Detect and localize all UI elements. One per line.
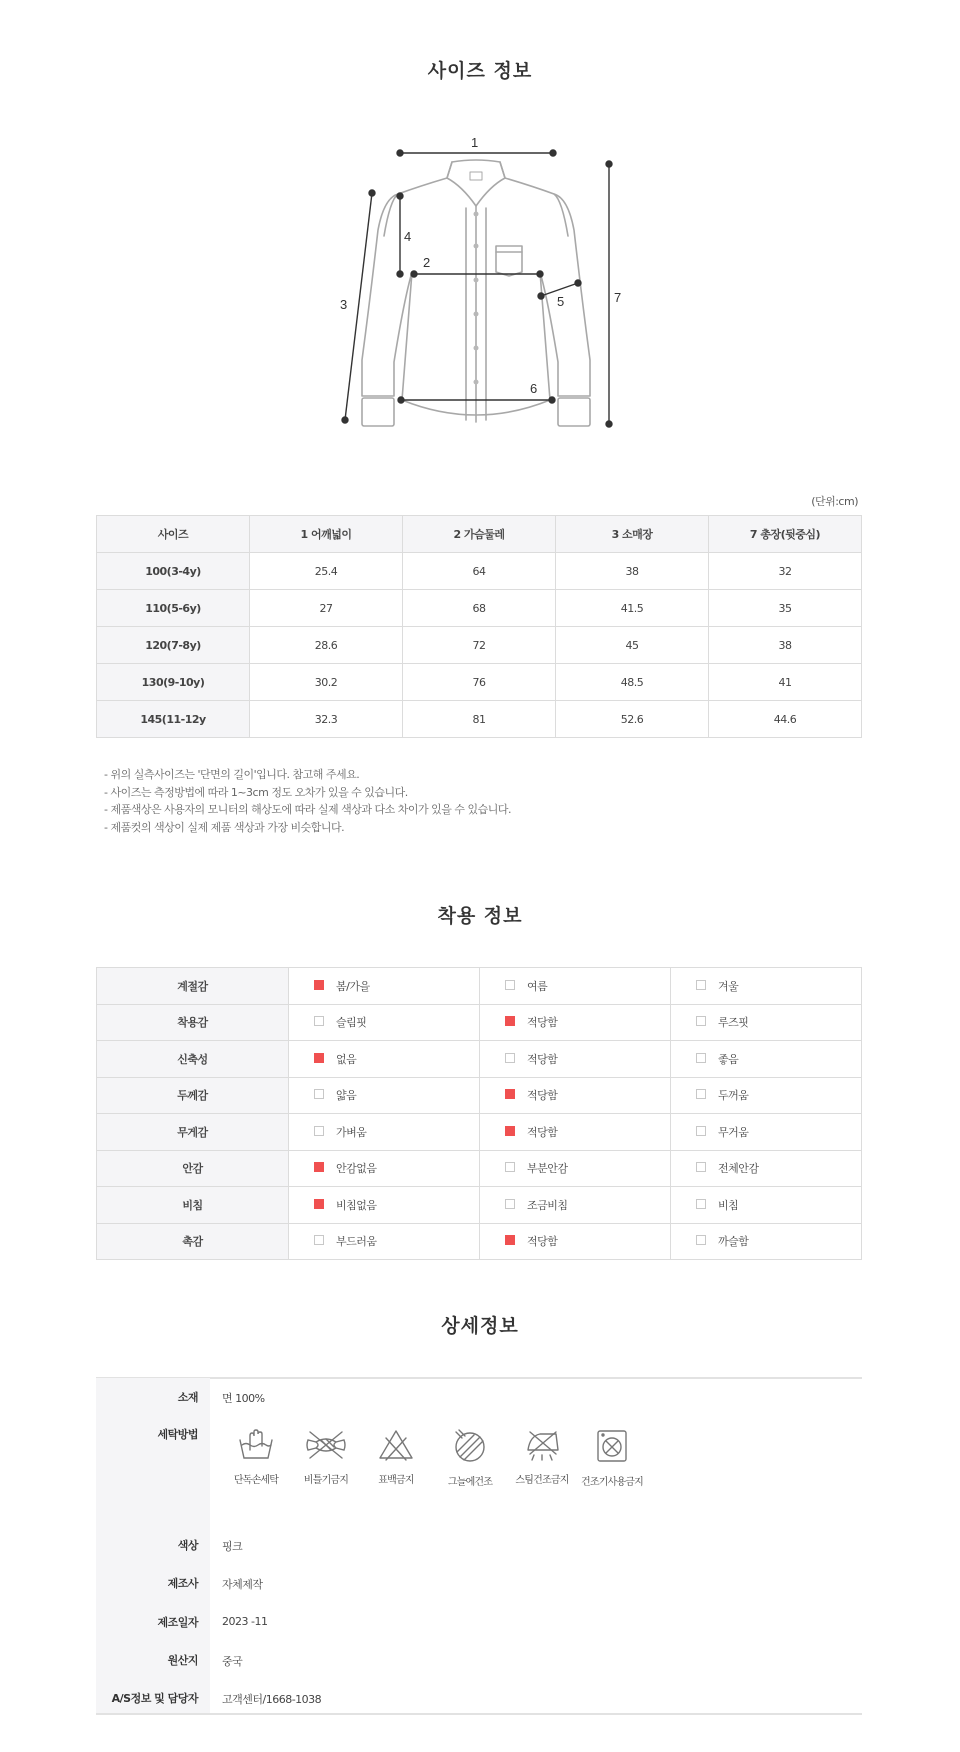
diagram-label-4: 4	[404, 229, 412, 244]
wear-option	[480, 1187, 671, 1224]
wear-option	[671, 1114, 862, 1151]
wear-row-label: 무게감	[97, 1114, 289, 1151]
manufacture-date-value: 2023 -11	[222, 1615, 268, 1628]
size-cell: 35	[709, 590, 862, 627]
wear-option-label: 전체안감	[718, 1162, 759, 1176]
table-row	[97, 1114, 862, 1151]
wear-option	[671, 968, 862, 1005]
wear-row-label: 착용감	[97, 1004, 289, 1041]
wear-option	[671, 1150, 862, 1187]
wear-option	[480, 1004, 671, 1041]
wear-option-label: 부분안감	[527, 1162, 568, 1176]
table-row	[97, 701, 862, 738]
wear-option-label: 적당함	[527, 1016, 558, 1030]
table-row	[97, 553, 862, 590]
checked-box-icon	[314, 1199, 324, 1209]
no-bleach-icon	[376, 1428, 416, 1462]
care-item	[432, 1428, 508, 1488]
divider	[96, 1377, 862, 1379]
size-cell: 38	[556, 553, 709, 590]
unchecked-box-icon	[696, 1053, 706, 1063]
wear-option	[289, 968, 480, 1005]
wear-option-label: 무거움	[718, 1125, 749, 1139]
checked-box-icon	[314, 980, 324, 990]
wear-option-label: 루즈핏	[718, 1016, 749, 1030]
no-wring-icon	[304, 1428, 348, 1462]
wear-info-title: 착용 정보	[437, 905, 523, 927]
wear-option-label: 부드러움	[336, 1235, 377, 1249]
table-row	[97, 1004, 862, 1041]
material-label: 소재	[177, 1391, 198, 1404]
wear-option-label: 조금비침	[527, 1198, 568, 1212]
wear-option-label: 비침없음	[336, 1198, 377, 1212]
unchecked-box-icon	[696, 1089, 706, 1099]
unchecked-box-icon	[696, 1235, 706, 1245]
wear-option	[480, 1114, 671, 1151]
diagram-label-7: 7	[614, 290, 622, 305]
wear-option	[289, 1150, 480, 1187]
manufacture-date-label: 제조일자	[157, 1616, 198, 1629]
wear-option-label: 적당함	[527, 1125, 558, 1139]
size-cell: 32	[709, 553, 862, 590]
size-header-cell: 3 소매장	[556, 516, 709, 553]
size-notes	[104, 766, 511, 836]
maker-value: 자체제작	[222, 1578, 263, 1591]
wear-option-label: 없음	[336, 1052, 357, 1066]
size-cell: 30.2	[250, 664, 403, 701]
wear-option	[671, 1223, 862, 1260]
unchecked-box-icon	[696, 1016, 706, 1026]
checked-box-icon	[505, 1235, 515, 1245]
note-line: - 제품색상은 사용자의 모니터의 해상도에 따라 실제 색상과 다소 차이가 있을 수 있습니다.	[104, 803, 511, 816]
maker-label: 제조사	[167, 1577, 198, 1590]
divider	[96, 1713, 862, 1715]
wear-row-label: 신축성	[97, 1041, 289, 1078]
unchecked-box-icon	[505, 1199, 515, 1209]
care-label: 비틀기금지	[303, 1475, 349, 1486]
wear-option	[289, 1041, 480, 1078]
shade-dry-icon	[450, 1428, 490, 1464]
wear-option	[671, 1004, 862, 1041]
wear-option-label: 두꺼움	[718, 1089, 749, 1103]
wear-option-label: 까슬함	[718, 1235, 749, 1249]
note-line: - 제품컷의 색상이 실제 제품 색상과 가장 비슷합니다.	[104, 820, 345, 834]
wear-info-table	[96, 967, 862, 1260]
size-cell: 145(11-12y	[97, 701, 250, 738]
table-row	[97, 627, 862, 664]
size-cell: 38	[709, 627, 862, 664]
unchecked-box-icon	[696, 980, 706, 990]
wear-option	[480, 1150, 671, 1187]
wear-option-label: 적당함	[527, 1235, 558, 1249]
checked-box-icon	[314, 1053, 324, 1063]
unchecked-box-icon	[505, 1053, 515, 1063]
diagram-label-5: 5	[557, 294, 565, 309]
shirt-measurement-diagram	[0, 0, 960, 440]
table-row	[97, 1150, 862, 1187]
size-cell: 25.4	[250, 553, 403, 590]
wear-option-label: 겨울	[718, 979, 739, 993]
wear-option	[289, 1004, 480, 1041]
size-cell: 110(5-6y)	[97, 590, 250, 627]
color-label: 색상	[177, 1539, 198, 1552]
care-label: 그늘에건조	[447, 1477, 493, 1488]
care-item	[218, 1428, 294, 1486]
wear-row-label: 계절감	[97, 968, 289, 1005]
size-cell: 64	[403, 553, 556, 590]
care-label: 스팀건조금지	[515, 1475, 569, 1486]
unchecked-box-icon	[505, 980, 515, 990]
wear-row-label: 안감	[97, 1150, 289, 1187]
wear-option-label: 적당함	[527, 1052, 558, 1066]
unchecked-box-icon	[314, 1089, 324, 1099]
care-item	[358, 1428, 434, 1486]
care-label: 표백금지	[378, 1475, 414, 1486]
note-line: - 사이즈는 측정방법에 따라 1~3cm 정도 오차가 있을 수 있습니다.	[104, 785, 408, 799]
unchecked-box-icon	[314, 1126, 324, 1136]
size-cell: 27	[250, 590, 403, 627]
note-line: - 위의 실측사이즈는 '단면의 길이'입니다. 참고해 주세요.	[104, 768, 360, 781]
care-item	[288, 1428, 364, 1486]
unchecked-box-icon	[696, 1199, 706, 1209]
table-row	[97, 1041, 862, 1078]
origin-value: 중국	[222, 1655, 243, 1668]
wash-method-label: 세탁방법	[157, 1428, 198, 1441]
size-cell: 28.6	[250, 627, 403, 664]
wear-option	[480, 968, 671, 1005]
unit-label: (단위:cm)	[811, 495, 858, 508]
care-label: 단독손세탁	[233, 1475, 279, 1486]
diagram-label-3: 3	[340, 297, 348, 312]
size-cell: 68	[403, 590, 556, 627]
size-cell: 41.5	[556, 590, 709, 627]
wear-option-label: 안감없음	[336, 1162, 377, 1176]
size-cell: 130(9-10y)	[97, 664, 250, 701]
checked-box-icon	[505, 1089, 515, 1099]
wear-option	[480, 1223, 671, 1260]
table-row	[97, 664, 862, 701]
size-header-cell: 2 가슴둘레	[403, 516, 556, 553]
size-cell: 76	[403, 664, 556, 701]
wear-option	[480, 1077, 671, 1114]
size-cell: 52.6	[556, 701, 709, 738]
hand-wash-icon	[236, 1428, 276, 1462]
size-cell: 120(7-8y)	[97, 627, 250, 664]
wear-option-label: 비침	[718, 1198, 739, 1212]
table-row	[97, 1077, 862, 1114]
wear-row-label: 비침	[97, 1187, 289, 1224]
checked-box-icon	[505, 1016, 515, 1026]
size-header-cell: 사이즈	[97, 516, 250, 553]
size-cell: 81	[403, 701, 556, 738]
wear-option	[671, 1187, 862, 1224]
detail-info-title: 상세정보	[441, 1315, 519, 1337]
wear-option-label: 가벼움	[336, 1125, 367, 1139]
wear-option	[289, 1187, 480, 1224]
table-row	[97, 1223, 862, 1260]
table-row	[97, 590, 862, 627]
size-cell: 32.3	[250, 701, 403, 738]
material-value: 면 100%	[222, 1392, 265, 1405]
wear-option-label: 적당함	[527, 1089, 558, 1103]
table-row	[97, 1187, 862, 1224]
table-row	[97, 968, 862, 1005]
wear-option	[480, 1041, 671, 1078]
size-cell: 41	[709, 664, 862, 701]
checked-box-icon	[314, 1162, 324, 1172]
diagram-label-1: 1	[471, 135, 479, 150]
wear-option	[289, 1077, 480, 1114]
unchecked-box-icon	[696, 1126, 706, 1136]
wear-option	[671, 1041, 862, 1078]
size-header-cell: 7 총장(뒷중심)	[709, 516, 862, 553]
wear-option-label: 슬림핏	[336, 1016, 367, 1030]
diagram-label-2: 2	[423, 255, 431, 270]
no-tumble-dry-icon	[592, 1428, 632, 1464]
size-cell: 100(3-4y)	[97, 553, 250, 590]
color-value: 핑크	[222, 1540, 243, 1553]
size-table	[96, 515, 862, 738]
size-cell: 45	[556, 627, 709, 664]
wear-option-label: 여름	[527, 979, 548, 993]
care-item	[574, 1428, 650, 1488]
size-info-title: 사이즈 정보	[427, 60, 533, 82]
size-table-header	[97, 516, 862, 553]
size-cell: 48.5	[556, 664, 709, 701]
care-label: 건조기사용금지	[580, 1477, 644, 1488]
as-info-value: 고객센터/1668-1038	[222, 1693, 322, 1706]
wear-option	[289, 1114, 480, 1151]
unchecked-box-icon	[505, 1162, 515, 1172]
origin-label: 원산지	[167, 1654, 198, 1667]
care-item	[504, 1428, 580, 1486]
size-cell: 72	[403, 627, 556, 664]
unchecked-box-icon	[314, 1016, 324, 1026]
wear-option	[289, 1223, 480, 1260]
wear-option	[671, 1077, 862, 1114]
size-cell: 44.6	[709, 701, 862, 738]
wear-option-label: 봄/가을	[336, 979, 370, 993]
wear-option-label: 얇음	[336, 1089, 357, 1103]
unchecked-box-icon	[696, 1162, 706, 1172]
no-steam-icon	[522, 1428, 562, 1462]
checked-box-icon	[505, 1126, 515, 1136]
unchecked-box-icon	[314, 1235, 324, 1245]
wear-row-label: 촉감	[97, 1223, 289, 1260]
wear-option-label: 좋음	[718, 1052, 739, 1066]
size-header-cell: 1 어깨넓이	[250, 516, 403, 553]
as-info-label: A/S정보 및 담당자	[111, 1692, 198, 1705]
wear-row-label: 두께감	[97, 1077, 289, 1114]
diagram-label-6: 6	[530, 381, 538, 396]
